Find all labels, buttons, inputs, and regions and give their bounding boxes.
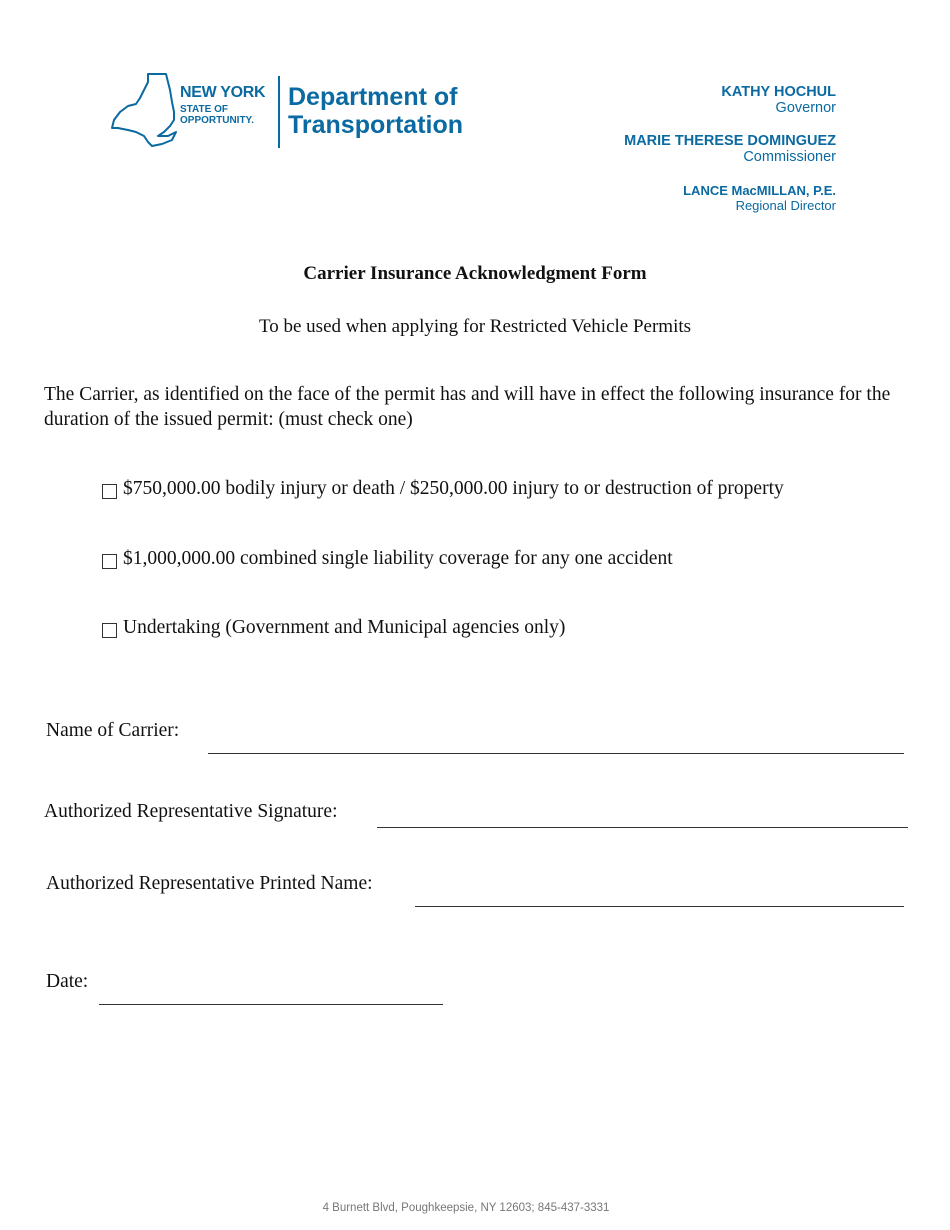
option-label: $750,000.00 bodily injury or death / $250,000.00 injury to or destruction of property <box>123 478 784 499</box>
logo-dept-line2: Transportation <box>288 111 464 139</box>
form-intro: The Carrier, as identified on the face of the permit has and will have in effect the following insurance for the duration of the issued permit: (must check one) <box>44 384 891 430</box>
form-subtitle: To be used when applying for Restricted Vehicle Permits <box>258 316 692 337</box>
footer-address: 4 Burnett Blvd, Poughkeepsie, NY 12603; 845-437-3331 <box>322 1202 610 1214</box>
insurance-option-750k[interactable] <box>102 478 784 500</box>
logo-state-line1: NEW YORK <box>180 84 266 101</box>
official-regional-director <box>683 183 836 213</box>
option-label: $1,000,000.00 combined single liability coverage for any one accident <box>123 548 673 569</box>
carrier-name-field[interactable] <box>208 753 904 754</box>
official-title: Regional Director <box>735 198 836 213</box>
logo-state-line2: STATE OF <box>180 104 228 115</box>
checkbox-undertaking[interactable] <box>102 623 117 638</box>
logo-dept-line1: Department of <box>288 83 458 111</box>
official-name: MARIE THERESE DOMINGUEZ <box>624 133 836 149</box>
official-name: KATHY HOCHUL <box>721 84 836 100</box>
logo-divider <box>278 76 280 148</box>
insurance-option-1m[interactable] <box>102 548 673 570</box>
checkbox-1m[interactable] <box>102 554 117 569</box>
signature-field[interactable] <box>377 827 908 828</box>
printed-name-label: Authorized Representative Printed Name: <box>46 873 373 894</box>
checkbox-750k[interactable] <box>102 484 117 499</box>
option-label: Undertaking (Government and Municipal agencies only) <box>123 617 566 638</box>
official-governor <box>721 84 836 116</box>
date-label: Date: <box>46 971 89 992</box>
new-york-state-outline-icon <box>108 70 178 150</box>
printed-name-field[interactable] <box>415 906 904 907</box>
logo-state-line3: OPPORTUNITY. <box>180 115 254 126</box>
official-title: Commissioner <box>743 149 836 165</box>
insurance-option-undertaking[interactable] <box>102 617 565 639</box>
carrier-name-label: Name of Carrier: <box>46 720 180 741</box>
official-name: LANCE MacMILLAN, P.E. <box>683 183 836 198</box>
official-title: Governor <box>775 100 836 116</box>
nysdot-logo <box>108 70 488 154</box>
official-commissioner <box>624 133 836 165</box>
form-title: Carrier Insurance Acknowledgment Form <box>303 263 647 284</box>
signature-label: Authorized Representative Signature: <box>44 801 338 822</box>
date-field[interactable] <box>99 1004 443 1005</box>
